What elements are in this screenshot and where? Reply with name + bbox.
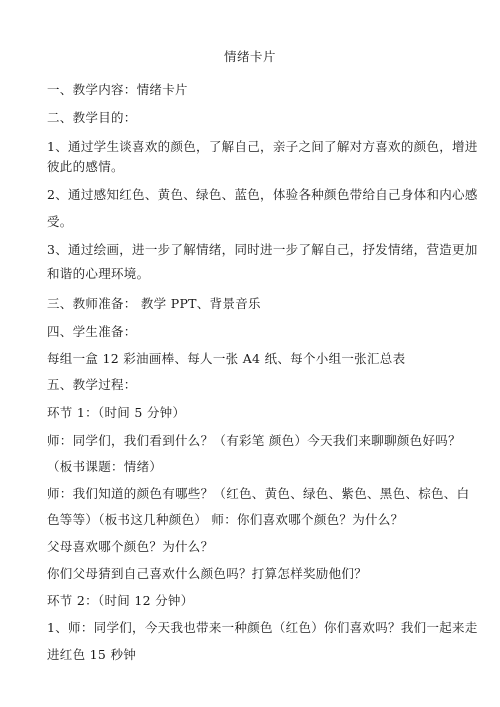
step-1-line-4: 色等等）（板书这几种颜色） 师：你们喜欢哪个颜色？为什么？ (47, 512, 404, 527)
goal-2-line-1: 2、通过感知红色、黄色、绿色、蓝色，体验各种颜色带给自己身体和内心感 (47, 187, 478, 202)
step-1-heading: 环节 1：（时间 5 分钟） (47, 405, 186, 420)
step-1-line-6: 你们父母猜到自己喜欢什么颜色吗？打算怎样奖励他们？ (47, 566, 368, 581)
document-title: 情绪卡片 (223, 49, 276, 64)
goal-1-line-2: 彼此的感情。 (47, 159, 124, 174)
step-1-line-3: 师：我们知道的颜色有哪些？（红色、黄色、绿色、紫色、黑色、棕色、白 (47, 486, 470, 501)
goal-3-line-2: 和谐的心理环境。 (47, 266, 150, 281)
goal-1-line-1: 1、通过学生谈喜欢的颜色，了解自己，亲子之间了解对方喜欢的颜色，增进 (47, 139, 478, 154)
goal-3-line-1: 3、通过绘画，进一步了解情绪，同时进一步了解自己，抒发情绪，营造更加 (47, 242, 478, 257)
section-content: 一、教学内容：情绪卡片 (47, 82, 188, 97)
student-prep-items: 每组一盒 12 彩油画棒、每人一张 A4 纸、每个小组一张汇总表 (47, 351, 406, 366)
goal-2-line-2: 受。 (47, 214, 73, 229)
section-goals-heading: 二、教学目的： (47, 110, 137, 125)
student-prep-heading: 四、学生准备： (47, 324, 137, 339)
step-1-line-2: （板书课题：情绪） (47, 459, 163, 474)
process-heading: 五、教学过程： (47, 377, 137, 392)
teacher-prep: 三、教师准备： 教学 PPT、背景音乐 (47, 296, 261, 311)
step-2-heading: 环节 2：（时间 12 分钟） (47, 593, 194, 608)
step-2-line-2: 进红色 15 秒钟 (47, 647, 137, 662)
step-2-line-1: 1、师：同学们，今天我也带来一种颜色（红色）你们喜欢吗？我们一起来走 (47, 620, 478, 635)
step-1-line-5: 父母喜欢哪个颜色？为什么？ (47, 539, 214, 554)
step-1-line-1: 师：同学们，我们看到什么？（有彩笔 颜色）今天我们来聊聊颜色好吗？ (47, 433, 461, 448)
